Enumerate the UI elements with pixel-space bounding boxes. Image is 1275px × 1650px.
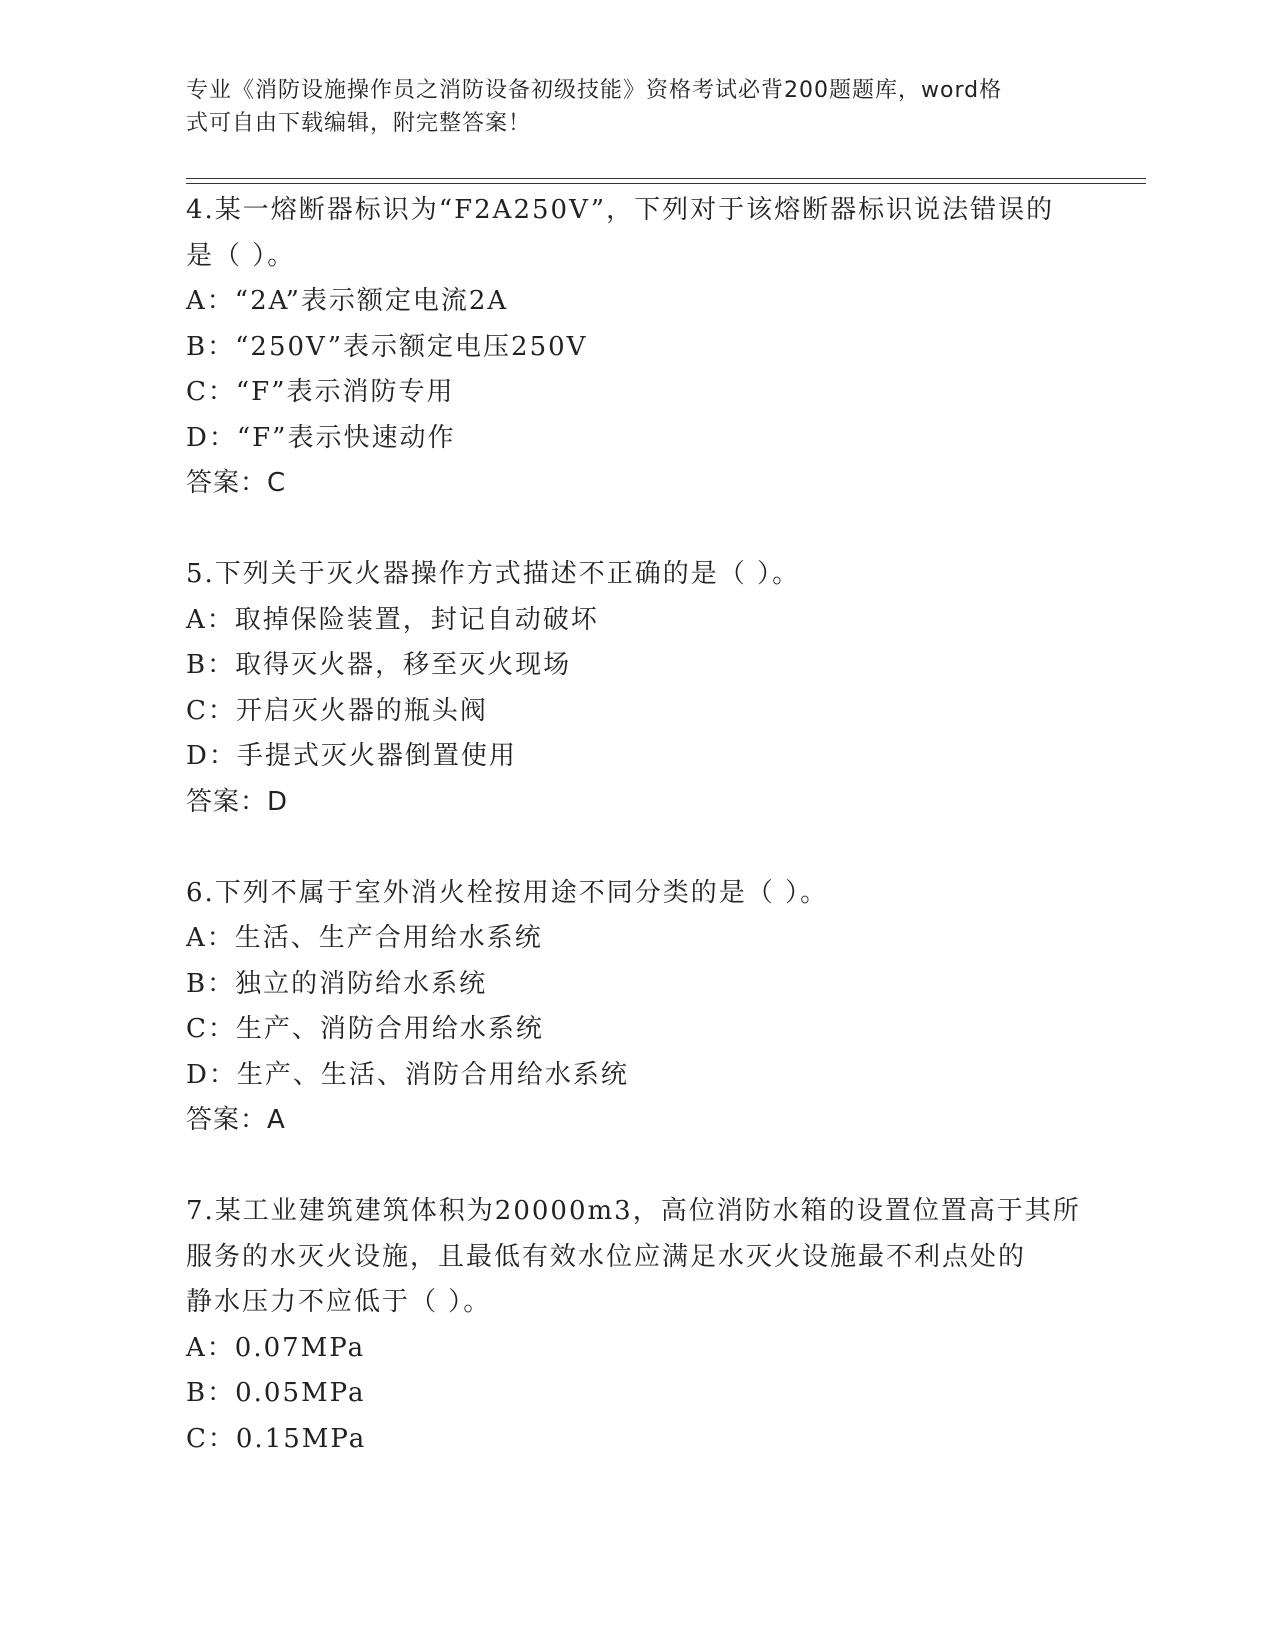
option-d: D：手提式灭火器倒置使用 [186,741,517,771]
question-block [186,552,1086,825]
option-a: A：0.07MPa [186,1332,366,1363]
option-a: A：生活、生产合用给水系统 [186,923,543,953]
question-stem-line: 5.下列关于灭火器操作方式描述不正确的是（ ）。 [186,559,801,589]
question-stem-line: 服务的水灭火设施，且最低有效水位应满足水灭火设施最不利点处的 [186,1241,1027,1272]
option-c: C：“F”表示消防专用 [186,377,455,407]
option-c: C：开启灭火器的瓶头阀 [186,695,488,726]
question-block [186,188,1086,507]
option-c: C：0.15MPa [186,1423,367,1454]
answer-line: 答案：A [186,1105,286,1135]
question-stem-line: 4.某一熔断器标识为“F2A250V”，下列对于该熔断器标识说法错误的 [186,195,1055,225]
question-spacer [186,507,1086,553]
question-stem-line: 是（ ）。 [186,240,296,271]
question-stem [186,871,1086,917]
option-b: B：0.05MPa [186,1378,366,1408]
question-stem [186,188,1086,279]
header-divider-top [186,178,1146,179]
header-line: 专业《消防设施操作员之消防设备初级技能》资格考试必背200题题库，word格 [186,78,1003,103]
answer-line: 答案：C [186,468,287,498]
question-stem-line: 6.下列不属于室外消火栓按用途不同分类的是（ ）。 [186,877,829,908]
option-a: A：取掉保险装置，封记自动破坏 [186,604,599,635]
question-stem-line: 7.某工业建筑建筑体积为20000m3，高位消防水箱的设置位置高于其所 [186,1196,1081,1226]
answer-line: 答案：D [186,786,289,817]
question-stem [186,1189,1086,1326]
option-b: B：独立的消防给水系统 [186,968,488,999]
header-line: 式可自由下载编辑，附完整答案！ [186,111,532,136]
question-block [186,871,1086,1144]
question-stem-line: 静水压力不应低于（ ）。 [186,1287,492,1317]
option-d: D：生产、生活、消防合用给水系统 [186,1059,629,1090]
question-spacer [186,825,1086,871]
question-stem [186,552,1086,598]
document-header [186,74,1066,140]
option-a: A：“2A”表示额定电流2A [186,286,509,316]
question-list [186,188,1086,1462]
option-c: C：生产、消防合用给水系统 [186,1014,544,1044]
option-b: B：“250V”表示额定电压250V [186,331,588,362]
question-block [186,1189,1086,1462]
header-divider-bottom [186,183,1146,184]
question-spacer [186,1144,1086,1190]
option-d: D：“F”表示快速动作 [186,422,456,453]
option-b: B：取得灭火器，移至灭火现场 [186,650,572,680]
